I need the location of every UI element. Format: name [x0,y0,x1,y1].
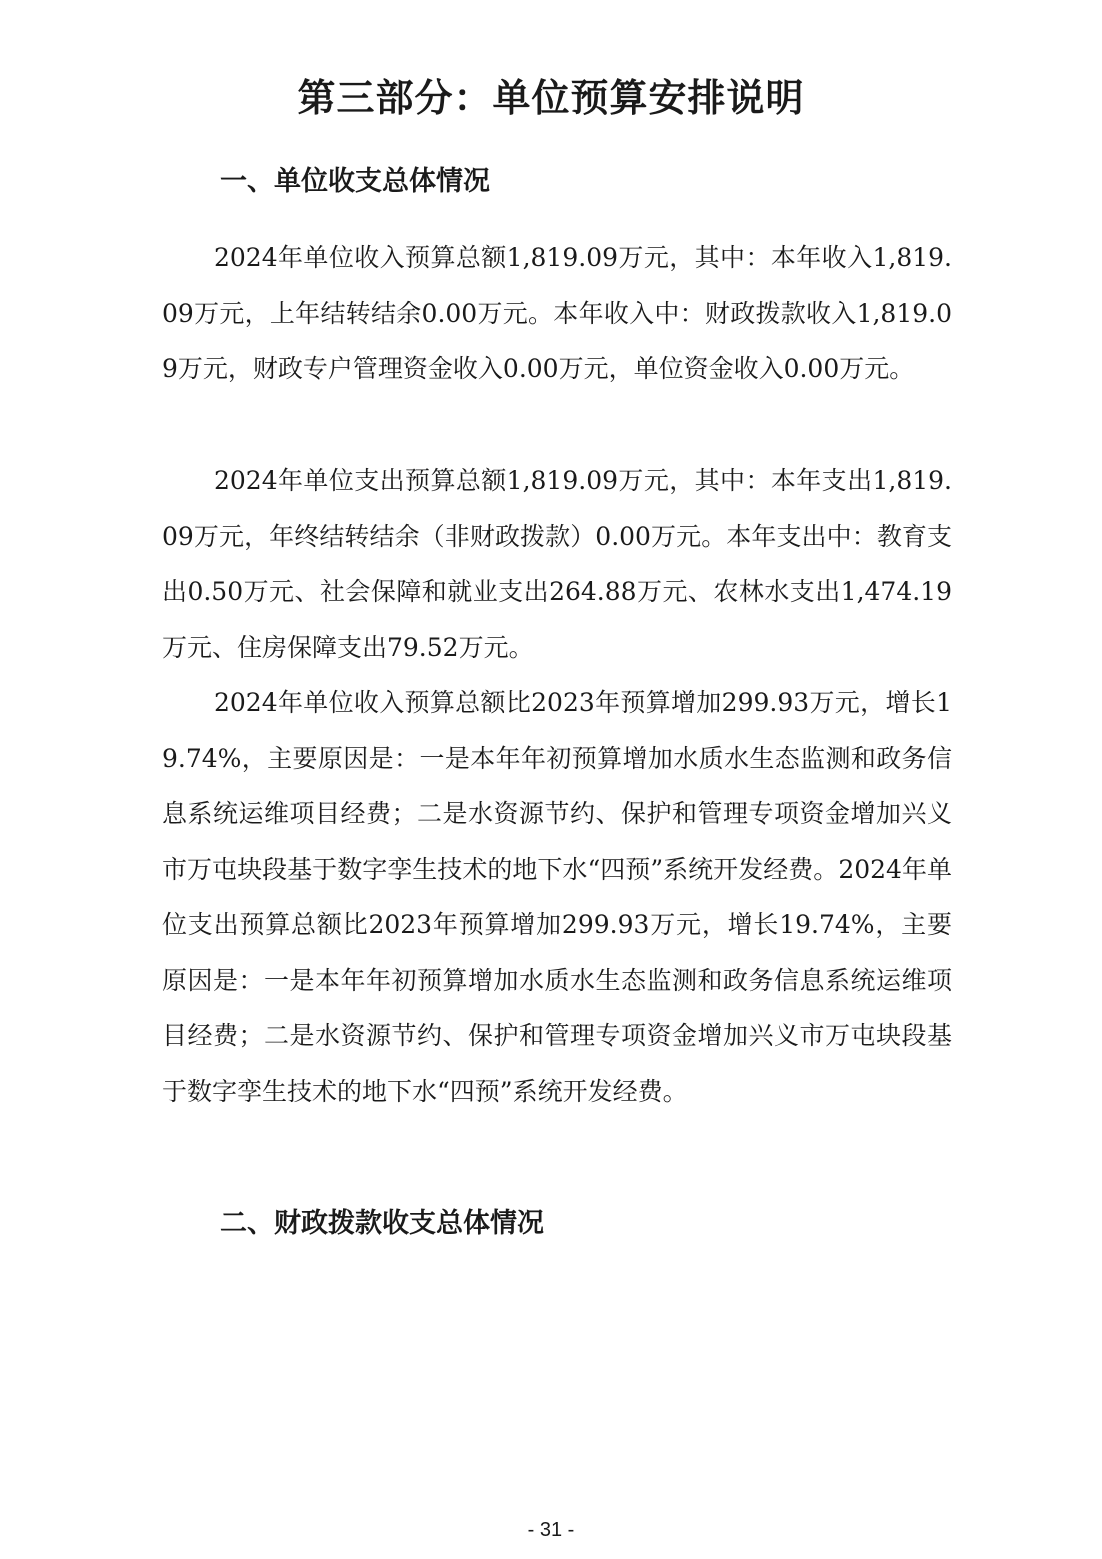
paragraph-income-budget: 2024年单位收入预算总额1,819.09万元，其中：本年收入1,819.09万元，上年结转结余0.00万元。本年收入中：财政拨款收入1,819.09万元，财政专户管理资金收入0.00万元，单位资金收入0.00万元。 [162,243,952,383]
paragraph-budget-change-reasons: 2024年单位收入预算总额比2023年预算增加299.93万元，增长19.74%，主要原因是：一是本年年初预算增加水质水生态监测和政务信息系统运维项目经费；二是水资源节约、保护和管理专项资金增加兴义市万屯块段基于数字孪生技术的地下水“四预”系统开发经费。2024年单位支出预算总额比2023年预算增加299.93万元，增长19.74%，主要原因是：一是本年年初预算增加水质水生态监测和政务信息系统运维项目经费；二是水资源节约、保护和管理专项资金增加兴义市万屯块段基于数字孪生技术的地下水“四预”系统开发经费。 [162,688,952,1106]
section-heading-fiscal-appropriation-overview: 二、财政拨款收支总体情况 [220,1208,544,1239]
section-heading-income-expenditure-overview: 一、单位收支总体情况 [220,166,490,197]
page-number: - 31 - [527,1519,575,1541]
page-title: 第三部分：单位预算安排说明 [297,76,805,120]
paragraph-expenditure-budget: 2024年单位支出预算总额1,819.09万元，其中：本年支出1,819.09万元，年终结转结余（非财政拨款）0.00万元。本年支出中：教育支出0.50万元、社会保障和就业支出264.88万元、农林水支出1,474.19万元、住房保障支出79.52万元。 [162,466,952,662]
